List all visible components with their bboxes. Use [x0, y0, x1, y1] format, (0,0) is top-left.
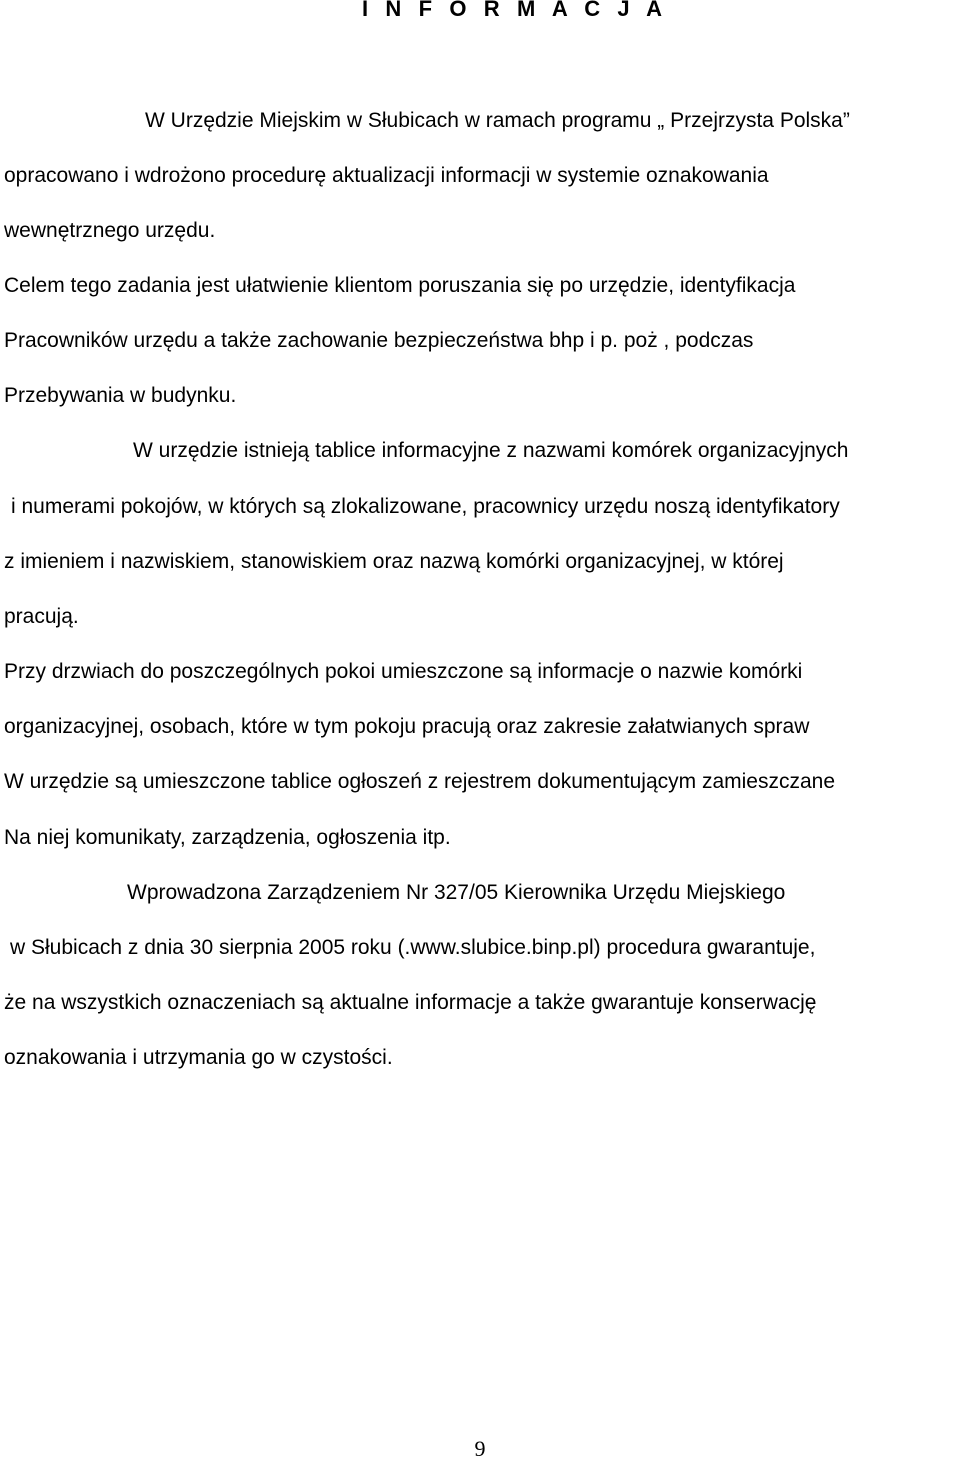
- paragraph-4-line-4: [4, 823, 960, 853]
- text-line: organizacyjnej, osobach, które w tym pokoju pracują oraz zakresie załatwianych spraw: [4, 715, 810, 738]
- paragraph-1-line-3: [4, 216, 960, 246]
- page-number: 9: [474, 1436, 486, 1461]
- text-line: że na wszystkich oznaczeniach są aktualne informacje a także gwarantuje konserwację: [4, 991, 817, 1014]
- paragraph-3-line-2: [11, 492, 960, 522]
- document-title: I N F O R M A C J A: [362, 0, 668, 21]
- paragraph-3-line-3: [4, 547, 960, 577]
- paragraph-5-line-1: [127, 878, 960, 908]
- text-line: w Słubicach z dnia 30 sierpnia 2005 roku (.www.slubice.binp.pl) procedura gwarantuje,: [10, 936, 816, 959]
- text-line: Celem tego zadania jest ułatwienie klientom poruszania się po urzędzie, identyfikacja: [4, 274, 796, 297]
- paragraph-2-line-3: [4, 381, 960, 411]
- text-line: W urzędzie istnieją tablice informacyjne z nazwami komórek organizacyjnych: [133, 439, 849, 462]
- paragraph-1-line-1: [145, 106, 960, 136]
- text-line: i numerami pokojów, w których są zlokalizowane, pracownicy urzędu noszą identyfikatory: [11, 495, 840, 518]
- paragraph-4-line-1: [4, 657, 960, 687]
- text-line: Wprowadzona Zarządzeniem Nr 327/05 Kierownika Urzędu Miejskiego: [127, 881, 786, 904]
- text-line: wewnętrznego urzędu.: [4, 219, 216, 242]
- text-line: Przy drzwiach do poszczególnych pokoi umieszczone są informacje o nazwie komórki: [4, 660, 803, 683]
- paragraph-1-line-2: [4, 161, 940, 191]
- text-line: Pracowników urzędu a także zachowanie bezpieczeństwa bhp i p. poż , podczas: [4, 329, 754, 352]
- paragraph-4-line-2: [4, 712, 960, 742]
- text-line: opracowano i wdrożono procedurę aktualizacji informacji w systemie oznakowania: [4, 164, 769, 187]
- paragraph-4-line-3: [4, 767, 960, 797]
- text-line: W Urzędzie Miejskim w Słubicach w ramach programu „ Przejrzysta Polska”: [145, 109, 850, 132]
- text-line: Na niej komunikaty, zarządzenia, ogłoszenia itp.: [4, 826, 451, 849]
- text-line: Przebywania w budynku.: [4, 384, 237, 407]
- paragraph-5-line-4: [4, 1043, 960, 1073]
- paragraph-3-line-1: [133, 436, 960, 466]
- paragraph-5-line-3: [4, 988, 960, 1018]
- text-line: W urzędzie są umieszczone tablice ogłoszeń z rejestrem dokumentującym zamieszczane: [4, 770, 836, 793]
- text-line: pracują.: [4, 605, 79, 628]
- paragraph-3-line-4: [4, 602, 960, 632]
- paragraph-2-line-1: [4, 271, 960, 301]
- paragraph-5-line-2: [10, 933, 960, 963]
- paragraph-2-line-2: [4, 326, 960, 356]
- text-line: oznakowania i utrzymania go w czystości.: [4, 1046, 393, 1069]
- text-line: z imieniem i nazwiskiem, stanowiskiem oraz nazwą komórki organizacyjnej, w której: [4, 550, 784, 573]
